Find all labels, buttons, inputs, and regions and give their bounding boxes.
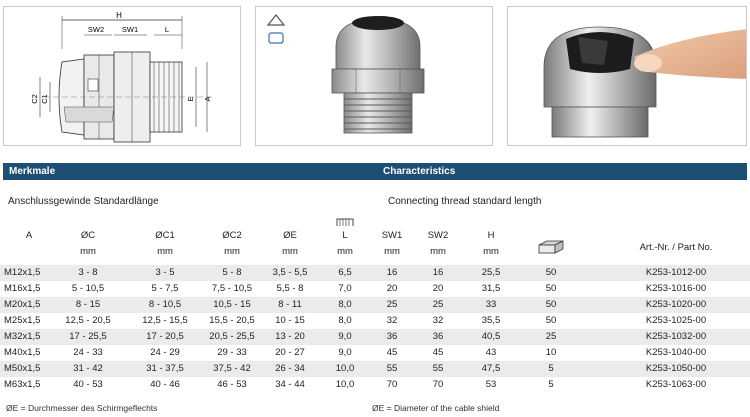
cell-c2: 29 - 33: [217, 347, 247, 358]
cell-l: 8,0: [338, 299, 352, 310]
footnote-de: ØE = Durchmesser des Schirmgeflechts: [6, 403, 158, 413]
cell-sw2: 55: [432, 363, 444, 374]
cell-l: 10,0: [335, 379, 355, 390]
cell-thread: M16x1,5: [4, 283, 41, 294]
cell-h: 35,5: [481, 315, 501, 326]
cell-e: 26 - 34: [275, 363, 305, 374]
dim-c1-label: C1: [40, 94, 49, 104]
cell-art: K253-1025-00: [645, 315, 707, 326]
cell-c: 24 - 33: [73, 347, 103, 358]
dim-a-label: A: [203, 96, 212, 102]
cell-e: 13 - 20: [275, 331, 305, 342]
cell-sw1: 32: [386, 315, 398, 326]
cell-pack: 5: [548, 379, 554, 390]
col-header-h: H mm: [483, 230, 499, 257]
cell-h: 43: [485, 347, 497, 358]
dim-c2-label: C2: [30, 94, 39, 104]
cell-thread: M12x1,5: [4, 267, 41, 278]
cell-sw1: 45: [386, 347, 398, 358]
table-row: [0, 329, 750, 345]
insert-photo: [508, 7, 747, 146]
insert-photo-panel: [507, 6, 747, 146]
cell-e: 5,5 - 8: [276, 283, 304, 294]
cell-c1: 17 - 20,5: [146, 331, 184, 342]
cell-c: 31 - 42: [73, 363, 103, 374]
cell-c1: 40 - 46: [150, 379, 180, 390]
col-header-package: [528, 240, 574, 254]
cell-art: K253-1032-00: [645, 331, 707, 342]
cell-c2: 20,5 - 25,5: [209, 331, 255, 342]
cell-c: 17 - 25,5: [69, 331, 107, 342]
cell-sw2: 36: [432, 331, 444, 342]
col-header-e: ØE mm: [282, 230, 298, 257]
table-row: [0, 297, 750, 313]
cell-e: 20 - 27: [275, 347, 305, 358]
cell-art: K253-1012-00: [645, 267, 707, 278]
product-photo-panel: [255, 6, 493, 146]
cell-thread: M32x1,5: [4, 331, 41, 342]
technical-drawing-panel: [3, 6, 241, 146]
cell-art: K253-1040-00: [645, 347, 707, 358]
cell-l: 7,0: [338, 283, 352, 294]
cell-l: 8,0: [338, 315, 352, 326]
cell-sw1: 36: [386, 331, 398, 342]
package-icon: [536, 240, 566, 254]
table-row: [0, 265, 750, 281]
cell-h: 25,5: [481, 267, 501, 278]
cell-c2: 7,5 - 10,5: [211, 283, 253, 294]
cell-l: 10,0: [335, 363, 355, 374]
cell-e: 34 - 44: [275, 379, 305, 390]
cell-c: 12,5 - 20,5: [65, 315, 111, 326]
cell-pack: 25: [545, 331, 557, 342]
table-body: [0, 265, 750, 393]
col-header-c2: ØC2 mm: [222, 230, 242, 257]
cell-c1: 31 - 37,5: [146, 363, 184, 374]
cell-c2: 5 - 8: [222, 267, 242, 278]
table-header: [0, 214, 750, 264]
cell-sw1: 16: [386, 267, 398, 278]
gland-photo: [256, 7, 493, 146]
cell-c2: 46 - 53: [217, 379, 247, 390]
cell-h: 31,5: [481, 283, 501, 294]
cell-thread: M20x1,5: [4, 299, 41, 310]
dim-h-label: H: [116, 11, 122, 20]
cell-c1: 24 - 29: [150, 347, 180, 358]
table-row: [0, 361, 750, 377]
footnote-en: ØE = Diameter of the cable shield: [372, 403, 500, 413]
cell-art: K253-1016-00: [645, 283, 707, 294]
col-header-l: L mm: [322, 216, 368, 258]
cell-art: K253-1050-00: [645, 363, 707, 374]
cell-sw2: 20: [432, 283, 444, 294]
thread-length-icon: [335, 216, 355, 228]
dim-sw2-label: SW2: [87, 25, 105, 34]
cell-thread: M63x1,5: [4, 379, 41, 390]
table-row: [0, 313, 750, 329]
cell-c2: 10,5 - 15: [213, 299, 251, 310]
cell-e: 8 - 11: [278, 299, 302, 310]
col-header-c: ØC mm: [80, 230, 96, 257]
cell-pack: 50: [545, 299, 557, 310]
table-row: [0, 281, 750, 297]
cell-c1: 3 - 5: [155, 267, 175, 278]
cell-sw1: 70: [386, 379, 398, 390]
cell-art: K253-1020-00: [645, 299, 707, 310]
cell-pack: 50: [545, 267, 557, 278]
table-row: [0, 377, 750, 393]
cell-pack: 10: [545, 347, 557, 358]
cell-h: 47,5: [481, 363, 501, 374]
cell-sw2: 32: [432, 315, 444, 326]
cell-thread: M40x1,5: [4, 347, 41, 358]
cell-pack: 5: [548, 363, 554, 374]
dim-e-label: E: [186, 96, 195, 102]
cell-h: 33: [485, 299, 497, 310]
subheader-de: Anschlussgewinde Standardlänge: [8, 196, 159, 207]
header-merkmale: Merkmale: [9, 166, 56, 177]
cell-c2: 15,5 - 20,5: [209, 315, 255, 326]
subheader-en: Connecting thread standard length: [388, 196, 542, 207]
certification-icon: [268, 15, 284, 43]
cell-sw1: 25: [386, 299, 398, 310]
cell-sw2: 70: [432, 379, 444, 390]
cell-c: 5 - 10,5: [71, 283, 105, 294]
dim-sw1-label: SW1: [121, 25, 139, 34]
characteristics-header: [3, 163, 747, 180]
cell-art: K253-1063-00: [645, 379, 707, 390]
col-header-c1: ØC1 mm: [155, 230, 175, 257]
dim-l-label: L: [164, 25, 170, 34]
cell-c: 40 - 53: [73, 379, 103, 390]
cell-sw2: 16: [432, 267, 444, 278]
cell-pack: 50: [545, 315, 557, 326]
cell-c: 3 - 8: [78, 267, 98, 278]
cell-c1: 5 - 7,5: [151, 283, 179, 294]
gland-drawing: [4, 7, 241, 146]
cell-h: 40,5: [481, 331, 501, 342]
col-header-sw1: SW1 mm: [381, 230, 403, 257]
table-row: [0, 345, 750, 361]
cell-l: 9,0: [338, 347, 352, 358]
cell-c: 8 - 15: [75, 299, 101, 310]
cell-thread: M50x1,5: [4, 363, 41, 374]
cell-c1: 8 - 10,5: [148, 299, 182, 310]
cell-c1: 12,5 - 15,5: [142, 315, 188, 326]
cell-sw2: 25: [432, 299, 444, 310]
cell-e: 3,5 - 5,5: [272, 267, 308, 278]
col-header-a: A: [25, 230, 33, 241]
cell-thread: M25x1,5: [4, 315, 41, 326]
cell-sw1: 20: [386, 283, 398, 294]
cell-l: 9,0: [338, 331, 352, 342]
cell-pack: 50: [545, 283, 557, 294]
cell-c2: 37,5 - 42: [213, 363, 251, 374]
header-characteristics: Characteristics: [383, 166, 456, 177]
cell-e: 10 - 15: [275, 315, 305, 326]
cell-sw2: 45: [432, 347, 444, 358]
cell-l: 6,5: [338, 267, 352, 278]
cell-h: 53: [485, 379, 497, 390]
col-header-art: Art.-Nr. / Part No.: [639, 242, 713, 253]
col-header-sw2: SW2 mm: [427, 230, 449, 257]
cell-sw1: 55: [386, 363, 398, 374]
